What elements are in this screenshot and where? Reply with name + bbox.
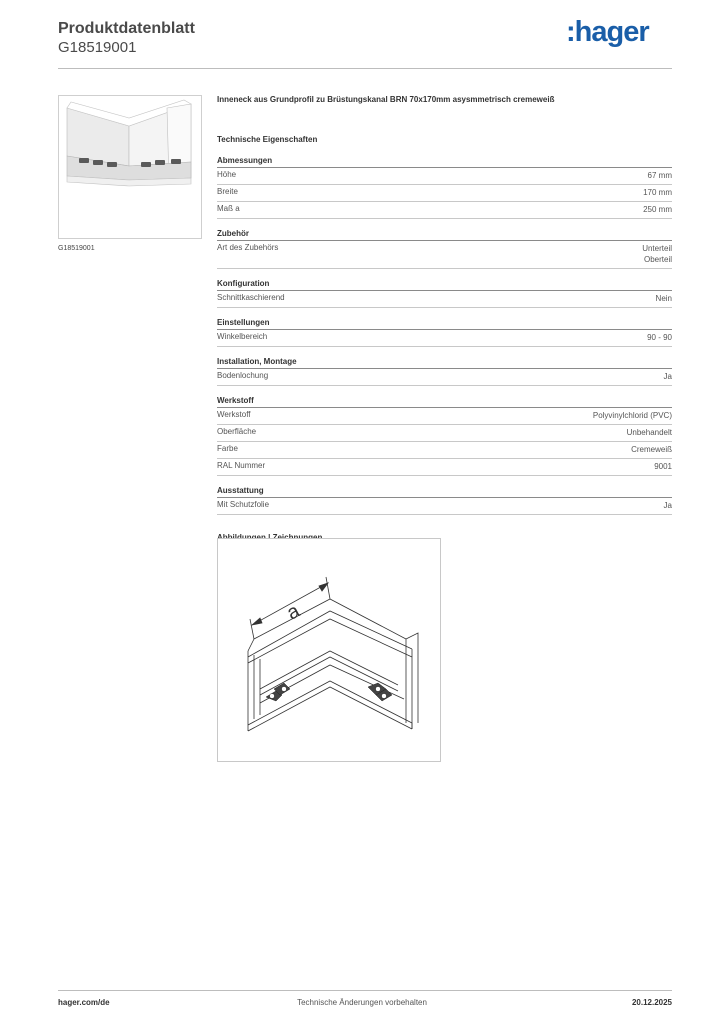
section-title: Abmessungen: [217, 156, 672, 168]
spec-section: [217, 357, 672, 386]
spec-value-line: 67 mm: [647, 171, 672, 180]
footer-date: 20.12.2025: [631, 998, 672, 1007]
hager-logo: :hager: [566, 16, 649, 48]
spec-row: [217, 185, 672, 202]
footer-notice: Technische Änderungen vorbehalten: [297, 998, 427, 1007]
spec-section: [217, 156, 672, 219]
header-divider: [58, 68, 672, 69]
spec-value-line: Oberteil: [643, 255, 672, 264]
tech-properties-heading: Technische Eigenschaften: [217, 135, 318, 144]
section-title: Konfiguration: [217, 279, 672, 291]
spec-value-line: Unbehandelt: [626, 428, 672, 437]
spec-section: [217, 279, 672, 308]
spec-value: [627, 427, 672, 438]
spec-row: [217, 408, 672, 425]
spec-value: [642, 243, 672, 265]
spec-row: [217, 425, 672, 442]
spec-value: [656, 293, 672, 304]
spec-label: Schnittkaschierend: [217, 293, 285, 302]
spec-value-line: 170 mm: [643, 188, 672, 197]
spec-section: [217, 229, 672, 269]
spec-value-line: 250 mm: [643, 205, 672, 214]
product-code: G18519001: [58, 39, 137, 56]
spec-label: Oberfläche: [217, 427, 257, 436]
spec-value: [643, 204, 672, 215]
spec-row: [217, 291, 672, 308]
spec-content: [217, 95, 672, 542]
spec-label: Mit Schutzfolie: [217, 500, 270, 509]
spec-value: [643, 187, 672, 198]
page-title: Produktdatenblatt: [58, 20, 195, 37]
spec-label: RAL Nummer: [217, 461, 266, 470]
spec-label: Art des Zubehörs: [217, 243, 279, 252]
section-title: Installation, Montage: [217, 357, 672, 369]
spec-value-line: 9001: [654, 462, 672, 471]
product-thumbnail: [58, 95, 202, 239]
spec-row: [217, 459, 672, 476]
spec-section: [217, 486, 672, 515]
spec-section: [217, 318, 672, 347]
spec-value-line: Cremeweiß: [631, 445, 672, 454]
spec-label: Maß a: [217, 204, 240, 213]
spec-value: [631, 444, 672, 455]
spec-row: [217, 498, 672, 515]
footer-divider: [58, 990, 672, 991]
spec-label: Höhe: [217, 170, 237, 179]
spec-section: [217, 396, 672, 476]
spec-label: Breite: [217, 187, 238, 196]
corner-product-image: [59, 96, 201, 238]
spec-value-line: Polyvinylchlorid (PVC): [592, 411, 672, 420]
spec-value-line: Unterteil: [642, 244, 672, 253]
spec-label: Werkstoff: [217, 410, 251, 419]
spec-value-line: Ja: [663, 501, 672, 510]
spec-value: [664, 500, 672, 511]
spec-value: [654, 461, 672, 472]
spec-row: [217, 369, 672, 386]
spec-label: Winkelbereich: [217, 332, 268, 341]
product-name: Inneneck aus Grundprofil zu Brüstungskanal BRN 70x170mm asysmmetrisch cremeweiß: [217, 95, 555, 104]
technical-drawing: [217, 538, 441, 762]
dimension-label: a: [283, 599, 304, 625]
section-title: Werkstoff: [217, 396, 672, 408]
spec-value: [648, 170, 672, 181]
spec-row: [217, 168, 672, 185]
spec-value: [664, 371, 672, 382]
spec-value: [647, 332, 672, 343]
footer-website: hager.com/de: [58, 998, 110, 1007]
thumbnail-caption: G18519001: [58, 245, 95, 252]
spec-value: [593, 410, 672, 421]
spec-row: [217, 442, 672, 459]
spec-label: Bodenlochung: [217, 371, 269, 380]
spec-value-line: 90 - 90: [647, 333, 672, 342]
section-title: Zubehör: [217, 229, 672, 241]
spec-value-line: Nein: [655, 294, 672, 303]
spec-label: Farbe: [217, 444, 238, 453]
spec-sections: [217, 156, 672, 515]
section-title: Einstellungen: [217, 318, 672, 330]
spec-row: [217, 202, 672, 219]
section-title: Ausstattung: [217, 486, 672, 498]
spec-row: [217, 241, 672, 269]
corner-dimension-drawing: [218, 539, 440, 761]
spec-row: [217, 330, 672, 347]
spec-value-line: Ja: [663, 372, 672, 381]
